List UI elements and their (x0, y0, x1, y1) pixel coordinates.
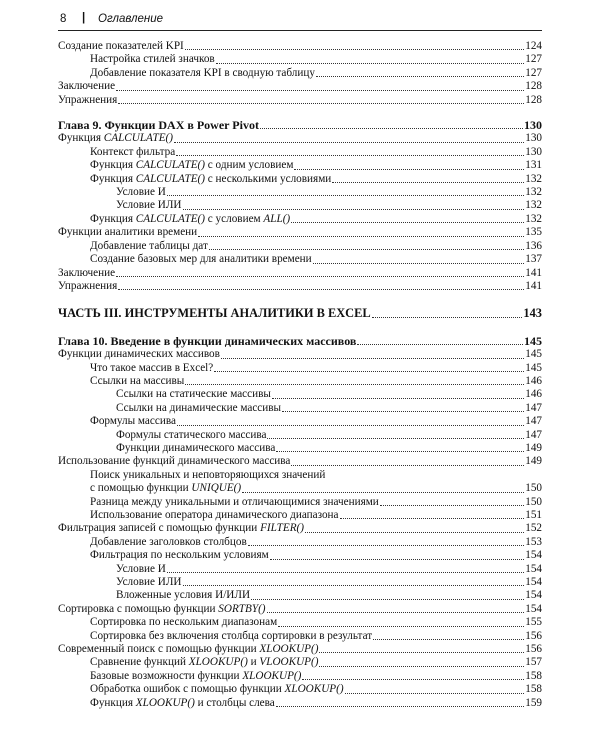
toc-entry (58, 656, 542, 669)
dot-leader (282, 411, 524, 412)
toc-entry-title: Использование функций динамического массива (58, 455, 291, 468)
toc-entry-title: Упражнения (58, 279, 118, 292)
toc-entry (58, 482, 542, 495)
toc-entry-title: Ссылки на статические массивы (116, 388, 271, 401)
dot-leader (372, 317, 523, 318)
toc-entry (58, 375, 542, 388)
toc-entry (58, 697, 542, 710)
dot-leader (116, 90, 524, 91)
dot-leader (214, 371, 524, 372)
toc-page-number: 156 (525, 629, 542, 642)
dot-leader (332, 182, 524, 183)
toc-entry-title: Условие И (116, 562, 166, 575)
dot-leader (270, 559, 525, 560)
toc-page-number: 132 (525, 172, 542, 185)
toc-entry (58, 563, 542, 576)
toc-page-number: 143 (523, 306, 542, 321)
toc-entry-title: Условие И (116, 186, 166, 199)
toc-entry-title: Сортировка по нескольким диапазонам (90, 616, 278, 629)
toc-entry (58, 616, 542, 629)
toc-entry-title: Функции динамических массивов (58, 348, 220, 361)
dot-leader (221, 358, 524, 359)
toc-entry-title: Поиск уникальных и неповторяющихся значений (90, 468, 326, 481)
dot-leader (291, 222, 524, 223)
dot-leader (198, 236, 524, 237)
toc-entry-title: Функции аналитики времени (58, 226, 198, 239)
toc-entry (58, 388, 542, 401)
dot-leader (177, 425, 524, 426)
toc-entry (58, 576, 542, 589)
toc-page-number: 130 (525, 145, 542, 158)
toc-entry (58, 40, 542, 53)
toc-entry (58, 469, 542, 482)
table-of-contents (58, 40, 542, 710)
toc-entry-title: Формулы массива (90, 415, 176, 428)
toc-entry (58, 589, 542, 602)
toc-entry (58, 348, 542, 361)
toc-entry-title: Функция CALCULATE() (58, 132, 173, 145)
toc-entry-title: Создание показателей KPI (58, 40, 184, 52)
toc-entry-title: Функция CALCULATE() с несколькими условиями (90, 172, 332, 185)
toc-page-number: 127 (525, 66, 542, 79)
dot-leader (167, 195, 524, 196)
toc-page-number: 141 (525, 279, 542, 292)
dot-leader (216, 63, 525, 64)
toc-page-number: 135 (525, 226, 542, 239)
chapter-heading (58, 335, 542, 348)
toc-entry-title: Настройка стилей значков (90, 53, 215, 66)
toc-page-number: 128 (525, 93, 542, 106)
toc-page-number: 146 (525, 374, 542, 387)
toc-entry-title: Заключение (58, 80, 116, 93)
dot-leader (294, 169, 524, 170)
toc-page-number: 155 (525, 616, 542, 629)
toc-entry-title: Фильтрация записей с помощью функции FILTER() (58, 522, 304, 535)
toc-page-number: 154 (525, 589, 542, 602)
dot-leader (276, 451, 524, 452)
dot-leader (118, 289, 524, 290)
dot-leader (373, 639, 524, 640)
toc-entry (58, 186, 542, 199)
toc-entry (58, 226, 542, 239)
toc-page-number: 147 (525, 415, 542, 428)
dot-leader (291, 465, 524, 466)
dot-leader (345, 693, 525, 694)
dot-leader (116, 276, 524, 277)
toc-entry-title: Функции динамического массива (116, 441, 276, 454)
dot-leader (209, 249, 524, 250)
dot-leader (319, 666, 524, 667)
dot-leader (319, 652, 524, 653)
section-gap (58, 293, 542, 307)
toc-page-number: 149 (525, 455, 542, 468)
toc-page-number: 128 (525, 80, 542, 93)
section-gap (58, 321, 542, 335)
toc-page-number: 158 (525, 683, 542, 696)
toc-entry-title: Разница между уникальными и отличающимися значениями (90, 495, 379, 508)
toc-entry (58, 402, 542, 415)
toc-entry-title: Условие ИЛИ (116, 576, 182, 589)
toc-entry (58, 630, 542, 643)
toc-entry (58, 429, 542, 442)
toc-entry (58, 496, 542, 509)
toc-page-number: 156 (525, 643, 542, 656)
toc-entry (58, 213, 542, 226)
dot-leader (174, 142, 524, 143)
toc-page-number: 145 (525, 361, 542, 374)
toc-entry-title: Создание базовых мер для аналитики времени (90, 253, 312, 266)
toc-entry (58, 509, 542, 522)
toc-entry-title: Обработка ошибок с помощью функции XLOOKUP() (90, 683, 344, 696)
toc-entry (58, 455, 542, 468)
dot-leader (185, 49, 524, 50)
dot-leader (302, 679, 524, 680)
toc-page-number: 154 (525, 549, 542, 562)
toc-entry-title: Использование оператора динамического диапазона (90, 509, 339, 521)
toc-page-number: 130 (525, 132, 542, 145)
toc-entry (58, 253, 542, 266)
dot-leader (340, 518, 525, 519)
toc-entry (58, 549, 542, 562)
toc-entry-title: Современный поиск с помощью функции XLOOKUP() (58, 643, 319, 656)
toc-entry-title: Глава 9. Функции DAX в Power Pivot (58, 118, 259, 133)
part-heading (58, 307, 542, 320)
dot-leader (260, 128, 523, 129)
toc-page-number: 127 (525, 53, 542, 66)
toc-entry (58, 442, 542, 455)
toc-entry (58, 670, 542, 683)
dot-leader (267, 612, 525, 613)
dot-leader (118, 103, 524, 104)
toc-entry-title: Добавление таблицы дат (90, 239, 208, 252)
dot-leader (305, 532, 524, 533)
dot-leader (185, 384, 524, 385)
toc-page-number: 154 (525, 576, 542, 589)
toc-entry (58, 603, 542, 616)
toc-entry-title: Формулы статического массива (116, 428, 267, 441)
toc-entry-title: Базовые возможности функции XLOOKUP() (90, 669, 302, 682)
dot-leader (380, 505, 524, 506)
toc-page-number: 152 (525, 522, 542, 535)
dot-leader (251, 599, 524, 600)
toc-page-number: 132 (525, 199, 542, 212)
toc-page-number: 154 (525, 562, 542, 575)
toc-entry (58, 173, 542, 186)
dot-leader (316, 76, 524, 77)
toc-entry (58, 146, 542, 159)
dot-leader (272, 398, 524, 399)
toc-entry (58, 643, 542, 656)
running-title: Оглавление (98, 13, 163, 25)
toc-entry (58, 53, 542, 66)
toc-page-number: 154 (525, 602, 542, 615)
dot-leader (183, 209, 525, 210)
toc-page-number: 132 (525, 212, 542, 225)
toc-page-number: 131 (525, 159, 542, 172)
dot-leader (167, 572, 524, 573)
dot-leader (176, 155, 524, 156)
toc-entry (58, 267, 542, 280)
toc-page-number: 145 (525, 348, 542, 361)
toc-page-number: 145 (524, 333, 542, 348)
toc-entry-title: ЧАСТЬ III. ИНСТРУМЕНТЫ АНАЛИТИКИ В EXCEL (58, 306, 371, 321)
toc-page-number: 158 (525, 669, 542, 682)
toc-page-number: 147 (525, 428, 542, 441)
toc-entry-title: Сортировка с помощью функции SORTBY() (58, 602, 266, 615)
toc-page-number: 130 (524, 118, 542, 133)
toc-entry-title: Ссылки на массивы (90, 374, 185, 387)
dot-leader (313, 263, 525, 264)
toc-entry-title: Функция CALCULATE() с одним условием (90, 159, 294, 172)
toc-page-number: 141 (525, 266, 542, 279)
dot-leader (357, 344, 523, 345)
dot-leader (278, 626, 524, 627)
toc-entry-title: Добавление заголовков столбцов (90, 535, 247, 548)
toc-page-number: 132 (525, 186, 542, 199)
toc-entry-title: Заключение (58, 266, 116, 279)
page-header (58, 10, 542, 31)
toc-page-number: 150 (525, 482, 542, 495)
toc-page-number: 146 (525, 388, 542, 401)
header-separator: | (82, 12, 86, 24)
toc-page-number: 159 (525, 696, 542, 709)
toc-page-number: 137 (525, 253, 542, 266)
toc-entry (58, 159, 542, 172)
dot-leader (267, 438, 524, 439)
toc-entry-title: Контекст фильтра (90, 145, 176, 158)
toc-entry (58, 362, 542, 375)
toc-entry (58, 683, 542, 696)
toc-page-number: 136 (525, 239, 542, 252)
toc-entry (58, 415, 542, 428)
toc-entry-title: Условие ИЛИ (116, 199, 182, 212)
toc-entry-title: с помощью функции UNIQUE() (90, 482, 242, 495)
toc-entry (58, 132, 542, 145)
toc-entry-title: Вложенные условия И/ИЛИ (116, 589, 251, 602)
toc-entry-title: Функция CALCULATE() с условием ALL() (90, 212, 291, 225)
toc-entry-title: Глава 10. Введение в функции динамических массивов (58, 333, 357, 348)
toc-entry (58, 280, 542, 293)
toc-entry-title: Сортировка без включения столбца сортировки в результат (90, 629, 373, 642)
toc-entry (58, 67, 542, 80)
toc-entry-title: Упражнения (58, 93, 118, 106)
toc-entry-title: Что такое массив в Excel? (90, 361, 214, 374)
toc-entry-title: Функция XLOOKUP() и столбцы слева (90, 696, 275, 709)
toc-page-number: 124 (525, 40, 542, 52)
toc-entry (58, 80, 542, 93)
toc-entry-title: Сравнение функций XLOOKUP() и VLOOKUP() (90, 656, 319, 669)
toc-page-number: 153 (525, 535, 542, 548)
dot-leader (183, 585, 525, 586)
dot-leader (248, 545, 524, 546)
chapter-heading (58, 119, 542, 132)
toc-page-number: 149 (525, 441, 542, 454)
toc-entry (58, 199, 542, 212)
dot-leader (276, 706, 524, 707)
page-number: 8 (60, 13, 67, 25)
toc-entry (58, 536, 542, 549)
toc-entry (58, 522, 542, 535)
toc-page-number: 147 (525, 401, 542, 414)
toc-page-number: 151 (525, 509, 542, 521)
toc-entry-title: Добавление показателя KPI в сводную таблицу (90, 66, 315, 79)
toc-entry (58, 240, 542, 253)
toc-entry-title: Фильтрация по нескольким условиям (90, 549, 269, 562)
toc-page-number: 157 (525, 656, 542, 669)
toc-page-number: 150 (525, 495, 542, 508)
toc-entry-title: Ссылки на динамические массивы (116, 401, 282, 414)
dot-leader (242, 492, 524, 493)
toc-entry (58, 94, 542, 107)
